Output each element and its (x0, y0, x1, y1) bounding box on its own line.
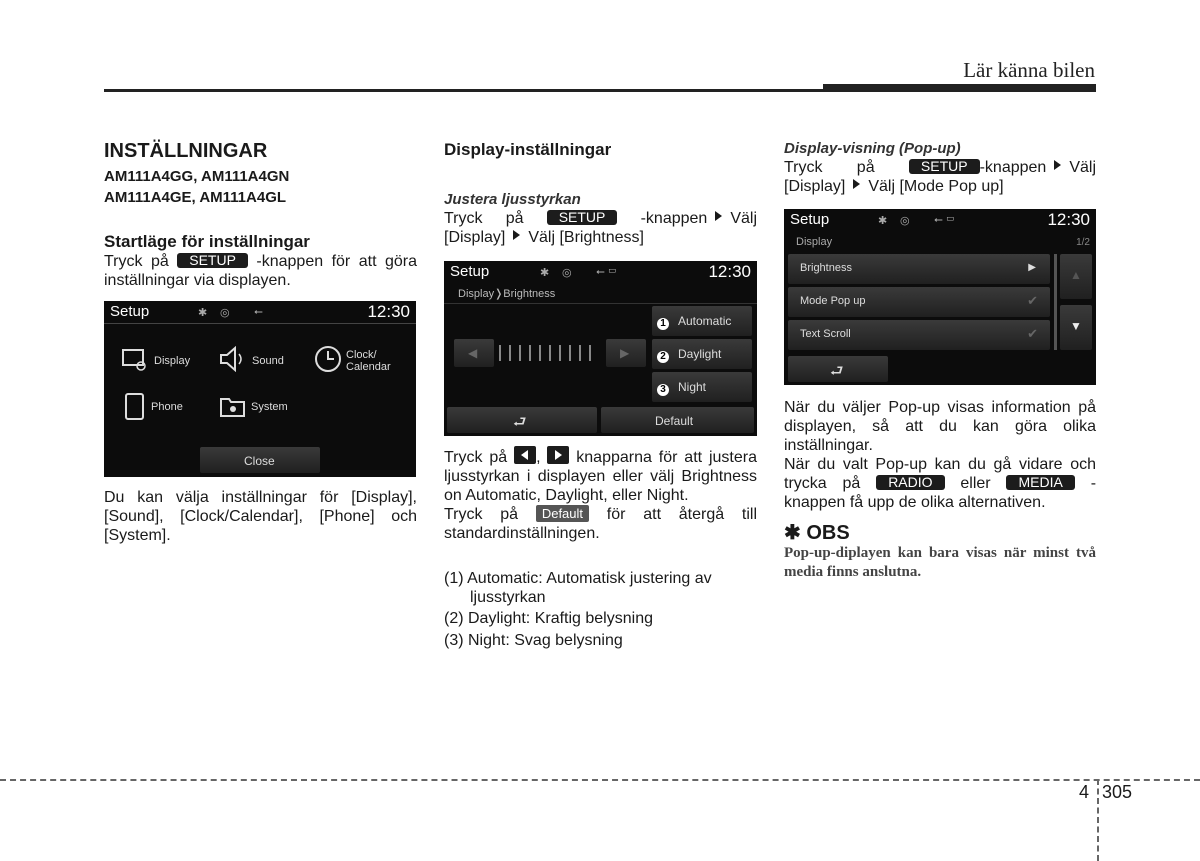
subheading-popup: Display-visning (Pop-up) (784, 140, 961, 157)
play-arrow-icon: ▶ (1028, 262, 1036, 273)
running-header: Lär känna bilen (963, 58, 1095, 82)
scroll-down-button[interactable] (1060, 305, 1092, 350)
screen-title: Setup (110, 303, 150, 320)
text: Välj [Display] (784, 159, 1096, 195)
page-indicator: 1/2 (1076, 237, 1090, 248)
option-night[interactable] (652, 372, 752, 402)
breadcrumb: Display❭Brightness (458, 288, 556, 300)
section-heading: INSTÄLLNINGAR (104, 140, 268, 162)
scroll-up-button[interactable] (1060, 254, 1092, 299)
marker-2: 2 (657, 351, 669, 363)
column-3 (784, 140, 1096, 196)
status-bar (104, 301, 416, 323)
checkmark-icon: ✔ (1027, 293, 1038, 308)
text: När du valt Pop-up kan du gå vidare och trycka på (784, 456, 1096, 492)
bluetooth-icon: ✱ (198, 307, 208, 319)
right-key-icon (547, 446, 569, 464)
system-folder-icon (219, 395, 247, 419)
column-1-bottom (104, 488, 417, 545)
usb-icon: ⭠ ▭ (596, 266, 617, 278)
text: Välj [Brightness] (528, 229, 644, 246)
row-brightness-label: Brightness (800, 262, 852, 274)
paragraph-options: Du kan välja inställningar för [Display], [Sound], [Clock/Calendar], [Phone] och [System]. (104, 489, 417, 544)
setup-key: SETUP (909, 159, 980, 174)
text: knapparna för att justera ljusstyrkan i displayen eller välj Brightness on Automatic, Daylight, eller Night. (444, 449, 757, 504)
screen-title: Setup (790, 211, 830, 228)
text: -knappen (640, 210, 708, 227)
paragraph-start (104, 252, 417, 290)
footer-divider (1097, 779, 1099, 861)
phone-icon (124, 393, 146, 421)
default-button[interactable] (601, 407, 754, 433)
row-brightness[interactable] (788, 254, 1050, 284)
option-automatic[interactable] (652, 306, 752, 336)
option-automatic-label: Automatic (678, 314, 732, 328)
option-list (444, 569, 757, 650)
back-button[interactable] (788, 356, 888, 382)
triangle-up-icon: ▲ (1070, 268, 1082, 282)
screen-clock: 12:30 (708, 262, 751, 281)
close-button[interactable] (200, 447, 320, 473)
paragraph-popup-keys (784, 455, 1096, 512)
subheading-brightness: Justera ljusstyrkan (444, 191, 581, 208)
paragraph-popup-path (784, 158, 1096, 196)
text: Välj [Mode Pop up] (868, 178, 1004, 195)
menu-sound: Sound (252, 355, 284, 367)
decrease-button[interactable] (454, 339, 494, 367)
text: -knappen få upp de olika alternativen. (784, 475, 1097, 511)
triangle-right-icon: ▶ (620, 346, 630, 360)
text: eller (960, 475, 991, 492)
row-text-scroll-label: Text Scroll (800, 328, 851, 340)
paragraph-arrow-keys (444, 446, 757, 505)
list-item: ljusstyrkan (470, 589, 546, 606)
text: för att återgå till standardinställningen. (444, 506, 758, 542)
back-arrow-icon: ⮐ (513, 414, 527, 431)
option-daylight[interactable] (652, 339, 752, 369)
triangle-left-icon: ◀ (468, 346, 478, 360)
usb-icon: ⭠ ▭ (934, 214, 955, 226)
record-icon: ◎ (220, 307, 230, 319)
text: Tryck på (104, 253, 169, 270)
increase-button[interactable] (606, 339, 646, 367)
model-codes-2: AM111A4GE, AM111A4GL (104, 189, 287, 206)
text: -knappen för att göra inställningar via displayen. (104, 253, 418, 289)
marker-1: 1 (657, 318, 669, 330)
default-key: Default (536, 505, 589, 522)
row-text-scroll[interactable] (788, 320, 1050, 350)
text: Välj [Display] (444, 210, 757, 246)
usb-icon: ⭠ (254, 306, 263, 318)
display-icon (122, 348, 148, 372)
footer-rule (0, 779, 1200, 781)
arrow-right-icon (715, 211, 722, 221)
clock-icon (314, 345, 344, 375)
marker-3: 3 (657, 384, 669, 396)
paragraph-default (444, 505, 757, 543)
subheading-start: Startläge för inställningar (104, 232, 310, 251)
default-label: Default (655, 414, 694, 428)
menu-display: Display (154, 355, 191, 367)
row-mode-popup[interactable] (788, 287, 1050, 317)
brightness-slider[interactable] (499, 345, 599, 361)
radio-key: RADIO (876, 475, 944, 490)
note-text: Pop-up-diplayen kan bara visas när minst två media finns anslutna. (784, 545, 1096, 580)
model-codes-1: AM111A4GG, AM111A4GN (104, 168, 290, 185)
screen-clock: 12:30 (1047, 210, 1090, 229)
screen-title: Setup (450, 263, 490, 280)
status-bar (444, 261, 757, 283)
arrow-right-icon (1054, 160, 1061, 170)
list-item: (3) Night: Svag belysning (444, 632, 623, 649)
status-bar (784, 209, 1096, 231)
scrollbar[interactable] (1054, 254, 1057, 350)
header-rule (104, 89, 1096, 92)
speaker-icon (219, 346, 249, 372)
list-item: (2) Daylight: Kraftig belysning (444, 610, 653, 627)
back-arrow-icon: ⮐ (830, 363, 844, 380)
arrow-right-icon (853, 179, 860, 189)
option-daylight-label: Daylight (678, 347, 722, 361)
paragraph-brightness-path (444, 209, 757, 247)
list-item: (1) Automatic: Automatisk justering av (444, 570, 712, 587)
menu-clock-calendar: Clock/ Calendar (346, 349, 391, 373)
left-key-icon (514, 446, 536, 464)
arrow-right-icon (513, 230, 520, 240)
column-1 (104, 140, 417, 290)
checkmark-icon: ✔ (1027, 326, 1038, 341)
setup-key: SETUP (177, 253, 248, 268)
text: Tryck på (444, 210, 524, 227)
section-number: 4 (1079, 782, 1090, 802)
brightness-screenshot (444, 261, 757, 436)
text: -knappen (979, 159, 1047, 176)
text: Tryck på (784, 159, 875, 176)
close-label: Close (244, 454, 275, 468)
triangle-down-icon: ▼ (1070, 319, 1082, 333)
text: , (536, 449, 541, 466)
bluetooth-icon: ✱ (540, 267, 550, 279)
setup-key: SETUP (547, 210, 618, 225)
subheading-display: Display-inställningar (444, 140, 612, 159)
paragraph-popup-info: När du väljer Pop-up visas information på displayen, så att du kan göra olika inställningar. (784, 399, 1096, 454)
setup-menu-screenshot (104, 301, 416, 477)
record-icon: ◎ (900, 215, 910, 227)
text: Tryck på (444, 506, 519, 523)
record-icon: ◎ (562, 267, 572, 279)
page-number: 305 (1102, 782, 1133, 802)
option-night-label: Night (678, 380, 707, 394)
column-2-bottom (444, 446, 757, 650)
note-heading: ✱ OBS (784, 522, 850, 544)
column-2 (444, 140, 757, 247)
screen-clock: 12:30 (367, 302, 410, 321)
back-button[interactable] (447, 407, 597, 433)
menu-system: System (251, 401, 288, 413)
menu-phone: Phone (151, 401, 183, 413)
bluetooth-icon: ✱ (878, 215, 888, 227)
column-3-bottom (784, 398, 1096, 582)
text: Tryck på (444, 449, 508, 466)
display-settings-screenshot (784, 209, 1096, 385)
row-mode-popup-label: Mode Pop up (800, 295, 866, 307)
media-key: MEDIA (1006, 475, 1074, 490)
section-label: Display (796, 236, 833, 248)
